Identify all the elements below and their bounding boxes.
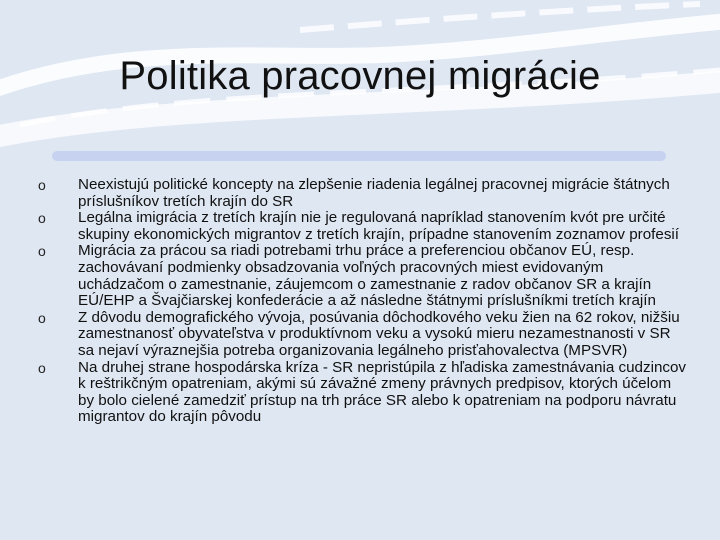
- bullet-text: Z dôvodu demografického vývoja, posúvania dôchodkového veku žien na 62 rokov, nižšiu zamestnanosť obyvateľstva v produktívnom veku a vysokú mieru nezamestnanosti v SR sa nejaví výraznejšia potreba organizovania legálneho prisťahovalectva (MPSVR): [78, 308, 680, 359]
- bullet-item: [38, 360, 688, 426]
- bullet-text: Legálna imigrácia z tretích krajín nie je regulovaná napríklad stanovením kvót pre určité skupiny ekonomických migrantov z tretích krajín, prípadne stanovením zoznamov profesií: [78, 209, 680, 243]
- bullet-list: [38, 177, 688, 426]
- bullet-marker: o: [38, 359, 46, 376]
- bullet-item: [38, 310, 688, 360]
- bullet-item: [38, 210, 688, 243]
- bullet-item: [38, 177, 688, 210]
- bullet-text: Migrácia za prácou sa riadi potrebami trhu práce a preferenciou občanov EÚ, resp. zachovávaní podmienky obsadzovania voľných pracovných miest evidovaným uchádzačom o zamestnanie, záujemcom o zamestnanie z radov občanov SR a krajín EÚ/EHP a Švajčiarskej konfederácie a až následne štátnymi príslušníkmi tretích krajín: [78, 242, 656, 310]
- bullet-text: Na druhej strane hospodárska kríza - SR nepristúpila z hľadiska zamestnávania cudzincov k reštrikčným opatreniam, akými sú závažné zmeny právnych predpisov, ktorých účelom by bolo cielené zamedziť prístup na trh práce SR alebo k opatreniam na podporu návratu migrantov do krajín pôvodu: [78, 358, 687, 426]
- bullet-marker: o: [38, 210, 46, 227]
- bullet-marker: o: [38, 309, 46, 326]
- bullet-marker: o: [38, 177, 46, 193]
- bullet-marker: o: [38, 243, 46, 260]
- slide-title: Politika pracovnej migrácie: [119, 54, 601, 98]
- title-underline-bar: [52, 151, 666, 161]
- bullet-item: [38, 243, 688, 309]
- bullet-text: Neexistujú politické koncepty na zlepšenie riadenia legálnej pracovnej migrácie štátnych príslušníkov tretích krajín do SR: [78, 176, 670, 210]
